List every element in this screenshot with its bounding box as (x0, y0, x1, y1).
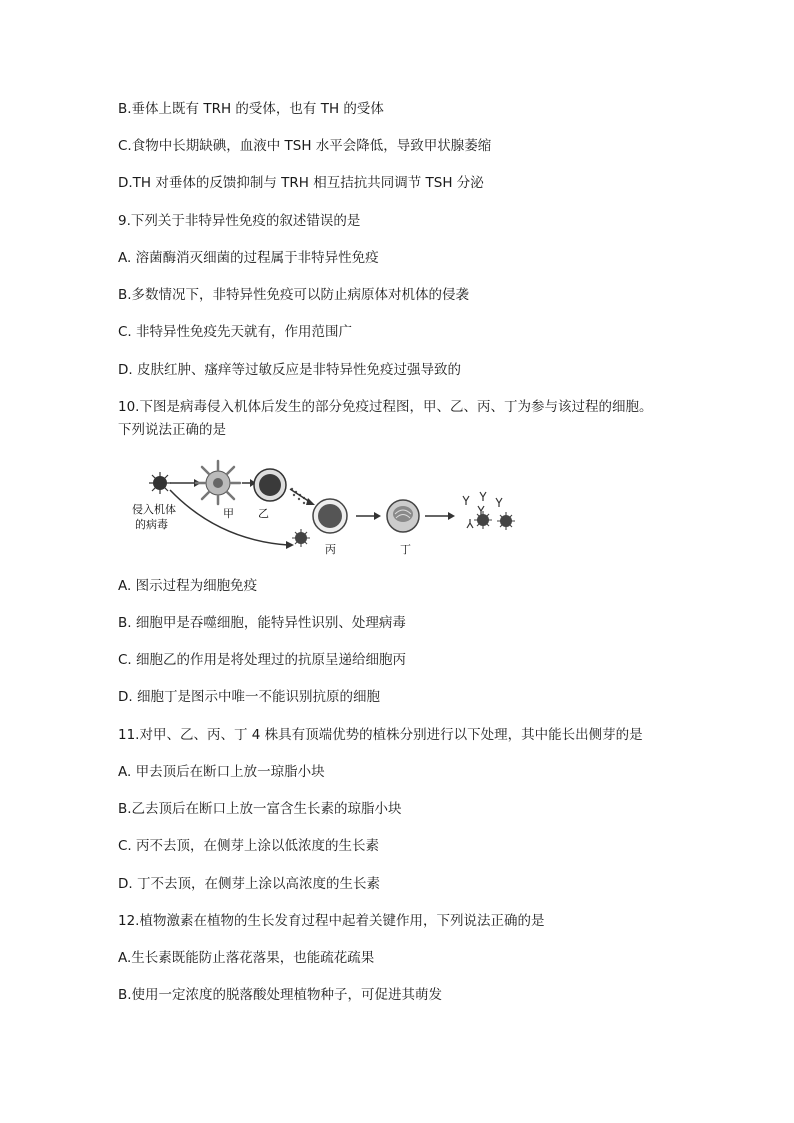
q10-option-c: C. 细胞乙的作用是将处理过的抗原呈递给细胞丙 (118, 652, 407, 668)
cell-yi-icon (254, 469, 286, 501)
q10-option-a: A. 图示过程为细胞免疫 (118, 578, 258, 594)
virus-label-line1: 侵入机体 (132, 503, 176, 516)
question-11: 11.对甲、乙、丙、丁 4 株具有顶端优势的植株分别进行以下处理，其中能长出侧芽的是 (118, 727, 643, 743)
q12-option-b: B.使用一定浓度的脱落酸处理植物种子，可促进其萌发 (118, 987, 443, 1003)
q9-option-c: C. 非特异性免疫先天就有，作用范围广 (118, 324, 353, 340)
virus-label-line2: 的病毒 (135, 518, 168, 531)
cell-yi-label: 乙 (258, 507, 269, 520)
cell-bing-label: 丙 (325, 543, 336, 556)
q11-option-c: C. 丙不去顶，在侧芽上涂以低浓度的生长素 (118, 838, 380, 854)
q9-option-a: A. 溶菌酶消灭细菌的过程属于非特异性免疫 (118, 250, 379, 266)
q11-option-a: A. 甲去顶后在断口上放一琼脂小块 (118, 764, 325, 780)
cell-jia-label: 甲 (223, 507, 234, 520)
q9-option-d: D. 皮肤红肿、瘙痒等过敏反应是非特异性免疫过强导致的 (118, 362, 461, 378)
cell-ding-label: 丁 (400, 543, 411, 556)
q12-option-a: A.生长素既能防止落花落果，也能疏花疏果 (118, 950, 375, 966)
q9-option-b: B.多数情况下，非特异性免疫可以防止病原体对机体的侵袭 (118, 287, 470, 303)
line-d-th-feedback: D.TH 对垂体的反馈抑制与 TRH 相互拮抗共同调节 TSH 分泌 (118, 175, 484, 191)
virus-antibody-complex-2 (497, 512, 515, 530)
q10-option-b: B. 细胞甲是吞噬细胞，能特异性识别、处理病毒 (118, 615, 406, 631)
virus-bing-icon (292, 529, 310, 547)
cell-jia-icon (196, 461, 240, 504)
question-9: 9.下列关于非特异性免疫的叙述错误的是 (118, 213, 361, 229)
q10-option-d: D. 细胞丁是图示中唯一不能识别抗原的细胞 (118, 689, 380, 705)
q11-option-b: B.乙去顶后在断口上放一富含生长素的琼脂小块 (118, 801, 402, 817)
cell-bing-icon (313, 499, 347, 533)
line-c-iodine: C.食物中长期缺碘，血液中 TSH 水平会降低，导致甲状腺萎缩 (118, 138, 492, 154)
cell-ding-icon (387, 500, 419, 532)
q11-option-d: D. 丁不去顶，在侧芽上涂以高浓度的生长素 (118, 876, 380, 892)
virus-initial-icon (149, 472, 171, 494)
immune-process-figure (118, 458, 538, 568)
question-10-cont: 下列说法正确的是 (118, 422, 226, 438)
question-10: 10.下图是病毒侵入机体后发生的部分免疫过程图，甲、乙、丙、丁为参与该过程的细胞。 (118, 399, 653, 415)
virus-antibody-complex-1 (474, 511, 492, 529)
line-b-pituitary: B.垂体上既有 TRH 的受体，也有 TH 的受体 (118, 101, 384, 117)
question-12: 12.植物激素在植物的生长发育过程中起着关键作用，下列说法正确的是 (118, 913, 545, 929)
